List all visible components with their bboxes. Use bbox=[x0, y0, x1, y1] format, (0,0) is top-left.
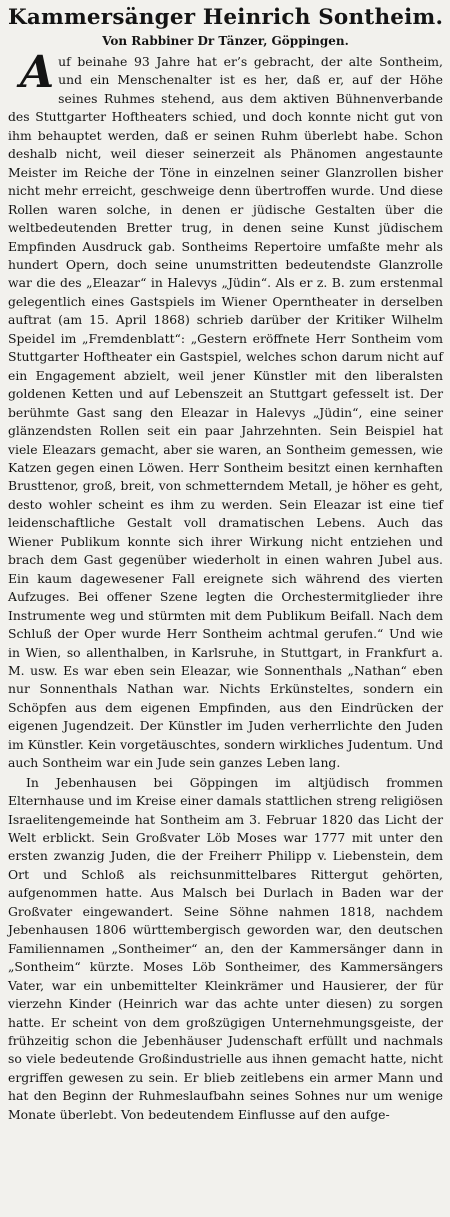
article-byline: Von Rabbiner Dr Tänzer, Göppingen. bbox=[102, 34, 349, 48]
paragraph-1-text: uf beinahe 93 Jahre hat er’s gebracht, der alte Sontheim, und ein Menschenalter ist es her, daß er, auf der Höhe seines Ruhmes stehend, aus dem aktiven Bühnenverbande des Stuttgarter Hoftheaters schied, und doch konnte nicht gut von ihm behauptet werden, daß er seinen Ruhm überlebt habe. Schon deshalb nicht, weil dieser seinerzeit als Phänomen angestaunte Meister im Reiche der Töne in einzelnen seiner Glanzrollen bisher nicht mehr erreicht, geschweige denn übertroffen wurde. Und diese Rollen waren solche, in denen er jüdische Gestalten über die weltbedeutenden Bretter trug, in denen seine Kunst jüdischem Empfinden Ausdruck gab. Sontheims Repertoire umfaßte mehr als hundert Opern, doch seine unumstritten bedeutendste Glanzrolle war die des „Eleazar“ in Halevys „Jüdin“. Als er z. B. zum erstenmal gelegentlich eines Gastspiels im Wiener Operntheater in derselben auftrat (am 15. April 1868) schrieb darüber der Kritiker Wilhelm Speidel im „Fremdenblatt“: „Gestern eröffnete Herr Sontheim vom Stuttgarter Hoftheater ein Gastspiel, welches schon darum nicht auf ein Engagement abzielt, weil jener Künstler mit den liberalsten goldenen Ketten und auf Lebenszeit an Stuttgart gefesselt ist. Der berühmte Gast sang den Eleazar in Halevys „Jüdin“, eine seiner glänzendsten Rollen seit ein paar Jahrzehnten. Sein Beispiel hat viele Eleazars gemacht, aber sie waren, an Sontheim gemessen, wie Katzen gegen einen Löwen. Herr Sontheim besitzt einen kernhaften Brusttenor, groß, breit, von schmetterndem Metall, je höher es geht, desto wohler scheint es ihm zu werden. Sein Eleazar ist eine tief leidenschaftliche Gestalt voll dramatischen Lebens. Auch das Wiener Publikum konnte sich ihrer Wirkung nicht entziehen und brach dem Gast gegenüber wiederholt in einen wahren Jubel aus. Ein kaum dagewesener Fall ereignete sich während des vierten Aufzuges. Bei offener Szene legten die Orchestermitglieder ihre Instrumente weg und stürmten mit dem Publikum Beifall. Nach dem Schluß der Oper wurde Herr Sontheim achtmal gerufen.“ Und wie in Wien, so allenthalben, in Karlsruhe, in Stuttgart, in Frankfurt a. M. usw. Es war eben sein Eleazar, wie Sonnenthals „Nathan“ eben nur Sonnenthals Nathan war. Nichts Erkünsteltes, sondern ein Schöpfen aus dem eigenen Empfinden, aus den Eindrücken der eigenen Jugendzeit. Der Künstler im Juden verherrlichte den Juden im Künstler. Kein vorgetäuschtes, sondern wirkliches Judentum. Und auch Sontheim war ein Jude sein ganzes Leben lang. bbox=[8, 54, 443, 771]
drop-cap-initial: A bbox=[20, 47, 55, 98]
article-paragraph-1 bbox=[8, 47, 443, 773]
article-paragraph-2 bbox=[8, 774, 443, 1125]
article-title: Kammersänger Heinrich Sontheim. bbox=[8, 5, 444, 30]
paragraph-2-text: In Jebenhausen bei Göppingen im altjüdisch frommen Elternhause und im Kreise einer damals stattlichen streng religiösen Israelitengemeinde hat Sontheim am 3. Februar 1820 das Licht der Welt erblickt. Sein Großvater Löb Moses war 1777 mit unter den ersten zwanzig Juden, die der Freiherr Philipp v. Liebenstein, dem Ort und Schloß als reichsunmittelbares Rittergut gehörten, aufgenommen hatte. Aus Malsch bei Durlach in Baden war der Großvater eingewandert. Seine Söhne nahmen 1818, nachdem Jebenhausen 1806 württembergisch geworden war, den deutschen Familiennamen „Sontheimer“ an, den der Kammersänger dann in „Sontheim“ kürzte. Moses Löb Sontheimer, des Kammersängers Vater, war ein unbemittelter Kleinkrämer und Hausierer, der für vierzehn Kinder (Heinrich war das achte unter diesen) zu sorgen hatte. Er scheint von dem großzügigen Unternehmungsgeiste, der frühzeitig schon die Jebenhäuser Judenschaft erfüllt und nachmals so viele bedeutende Großindustrielle aus ihnen gemacht hatte, nicht ergriffen gewesen zu sein. Er blieb zeitlebens ein armer Mann und hat den Beginn der Ruhmeslaufbahn seines Sohnes nur um wenige Monate überlebt. Von bedeutendem Einflusse auf den aufge- bbox=[8, 774, 443, 1122]
